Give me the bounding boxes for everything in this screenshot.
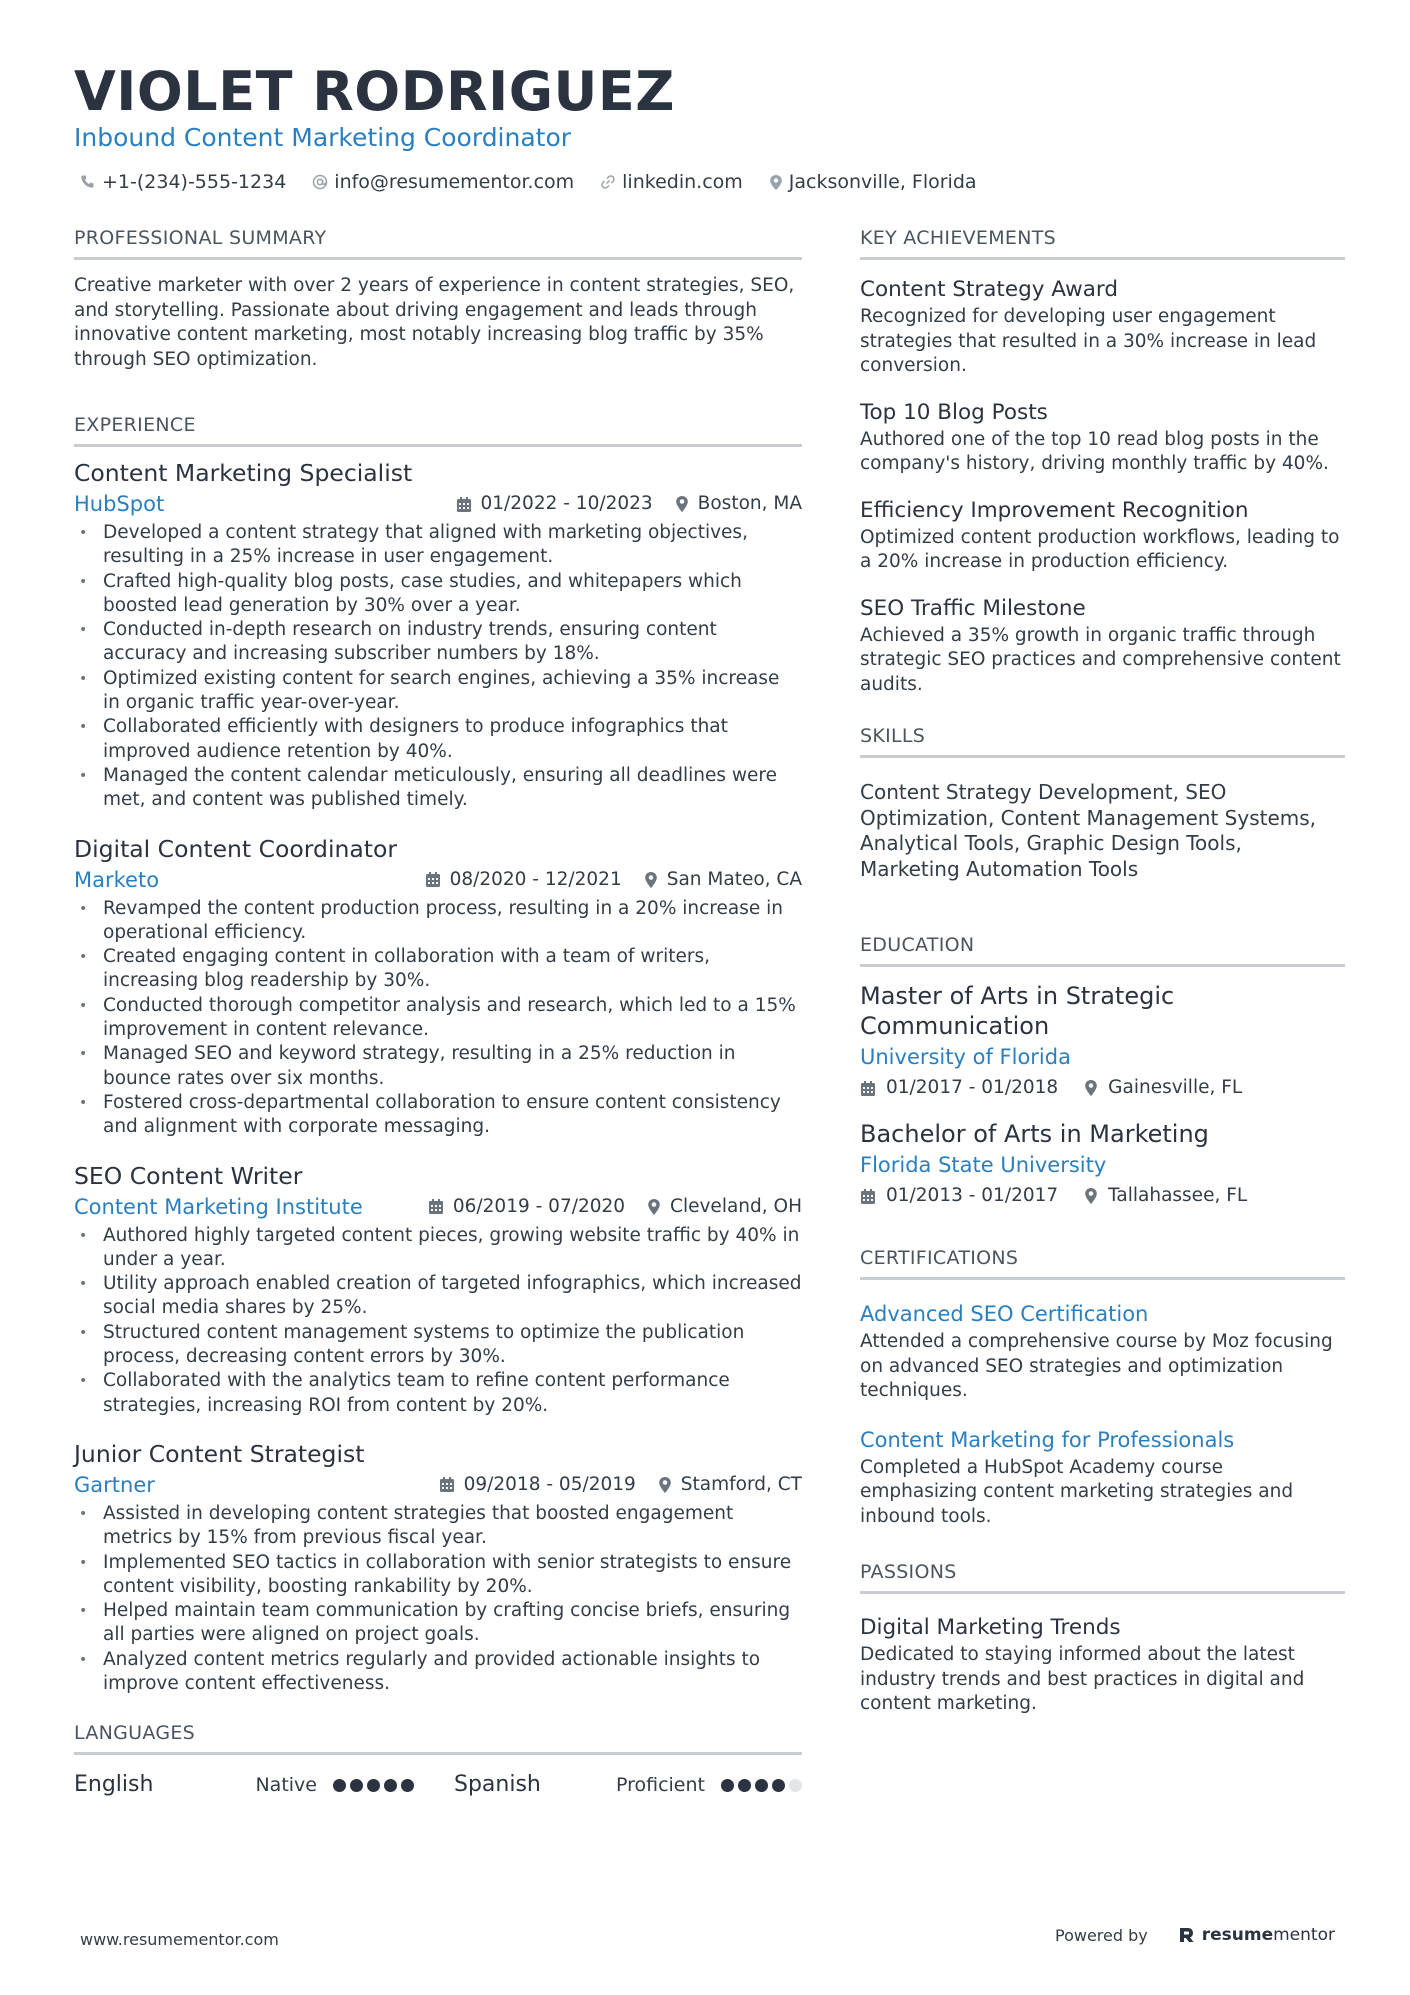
- summary-section: [74, 225, 802, 372]
- phone-text: +1-(234)-555-1234: [102, 171, 287, 193]
- achievements-heading: KEY ACHIEVEMENTS: [860, 225, 1345, 260]
- achievement-list: [860, 274, 1345, 697]
- job-meta: [74, 1192, 802, 1222]
- certification-list: [860, 1298, 1345, 1529]
- job-bullet: • Fostered cross-departmental collaboration to ensure content consistency and alignment with corporate messaging.: [74, 1091, 802, 1140]
- job-location-text: San Mateo, CA: [666, 868, 802, 890]
- certification-title: Content Marketing for Professionals: [860, 1427, 1235, 1452]
- language-name: English: [74, 1772, 154, 1798]
- map-pin-icon: [647, 1198, 661, 1216]
- job-location: [644, 865, 802, 895]
- job-title: Content Marketing Specialist: [74, 459, 413, 487]
- job-bullet: • Collaborated with the analytics team to refine content performance strategies, increasing ROI from content by 20%.: [74, 1369, 802, 1418]
- achievements-section: [860, 225, 1345, 697]
- skills-text: Content Strategy Development, SEO Optimization, Content Management Systems, Analytical Tools, Graphic Design Tools, Marketing Automation Tools: [860, 780, 1317, 881]
- certification-title: Advanced SEO Certification: [860, 1302, 1149, 1326]
- map-pin-icon: [1084, 1187, 1098, 1205]
- email-text: info@resumementor.com: [334, 171, 575, 193]
- calendar-icon: [456, 496, 472, 513]
- phone-icon: [80, 174, 96, 190]
- job-location-text: Cleveland, OH: [670, 1195, 802, 1217]
- rating-dot: [772, 1779, 785, 1792]
- brand-logo[interactable]: [1178, 1925, 1335, 1945]
- rating-dot: [367, 1779, 380, 1792]
- calendar-icon: [860, 1080, 876, 1097]
- job-title: Junior Content Strategist: [74, 1439, 365, 1468]
- job-dates: [456, 489, 653, 519]
- achievement-title: Content Strategy Award: [860, 277, 1118, 302]
- education-dates: [860, 1073, 1058, 1103]
- map-pin-icon: [658, 1476, 672, 1494]
- education-dates: [860, 1181, 1058, 1211]
- passions-section: [860, 1559, 1345, 1717]
- job-location: [675, 489, 802, 519]
- education-item: [860, 1119, 1345, 1211]
- education-item: [860, 981, 1345, 1103]
- job-dates-text: 01/2022 - 10/2023: [480, 493, 653, 514]
- candidate-role: Inbound Content Marketing Coordinator: [74, 123, 572, 152]
- job-bullet: • Structured content management systems to optimize the publication process, decreasing content errors by 30%.: [74, 1321, 802, 1370]
- passion-list: [860, 1612, 1345, 1717]
- job-entry: [74, 1160, 802, 1418]
- job-location-text: Stamford, CT: [680, 1473, 802, 1495]
- job-dates: [439, 1470, 636, 1500]
- job-bullet: • Conducted in-depth research on industry trends, ensuring content accuracy and increasing subscriber numbers by 18%.: [74, 618, 802, 667]
- education-list: [860, 981, 1345, 1211]
- job-entry: [74, 1438, 802, 1696]
- certification-desc: Completed a HubSpot Academy course emphasizing content marketing strategies and inbound tools.: [860, 1456, 1294, 1527]
- job-bullet: • Optimized existing content for search engines, achieving a 35% increase in organic traffic year-over-year.: [74, 667, 802, 716]
- contact-location: [769, 168, 977, 196]
- location-text: Jacksonville, Florida: [788, 171, 977, 193]
- certifications-heading: CERTIFICATIONS: [860, 1245, 1345, 1280]
- job-dates-text: 06/2019 - 07/2020: [452, 1195, 626, 1217]
- rating-dot: [350, 1779, 363, 1792]
- education-location: [1084, 1073, 1242, 1103]
- certifications-section: [860, 1245, 1345, 1529]
- rating-dot: [384, 1779, 397, 1792]
- job-bullets: [74, 897, 802, 1140]
- achievement-desc: Authored one of the top 10 read blog posts in the company's history, driving monthly traffic by 40%.: [860, 428, 1329, 474]
- skills-section: [860, 723, 1345, 882]
- at-icon: [312, 174, 328, 190]
- achievement-title: Top 10 Blog Posts: [860, 399, 1048, 425]
- job-bullets: [74, 1224, 802, 1418]
- certification-desc: Attended a comprehensive course by Moz focusing on advanced SEO strategies and optimization techniques.: [860, 1331, 1333, 1401]
- education-dates-text: 01/2013 - 01/2017: [886, 1185, 1059, 1206]
- education-degree: Bachelor of Arts in Marketing: [860, 1120, 1209, 1148]
- achievement-desc: Optimized content production workflows, leading to a 20% increase in production efficiency.: [860, 526, 1340, 572]
- footer-powered: [1055, 1925, 1335, 1945]
- job-entry: [74, 457, 802, 813]
- certification-item: [860, 1424, 1345, 1530]
- job-meta-right: [406, 1192, 802, 1222]
- job-bullet: • Created engaging content in collaboration with a team of writers, increasing blog readership by 30%.: [74, 945, 802, 994]
- achievement-item: [860, 495, 1345, 575]
- education-school: Florida State University: [860, 1153, 1107, 1177]
- passion-desc: Dedicated to staying informed about the latest industry trends and best practices in digital and content marketing.: [860, 1644, 1305, 1714]
- achievement-desc: Achieved a 35% growth in organic traffic through strategic SEO practices and comprehensive content audits.: [860, 624, 1341, 695]
- job-bullet: • Implemented SEO tactics in collaboration with senior strategists to ensure content visibility, boosting rankability by 20%.: [74, 1551, 802, 1600]
- achievement-item: [860, 593, 1345, 698]
- job-bullet: • Managed the content calendar meticulously, ensuring all deadlines were met, and content was published timely.: [74, 764, 802, 813]
- job-meta: [74, 865, 802, 895]
- languages-section: [74, 1720, 802, 1801]
- experience-section: [74, 412, 802, 1696]
- job-bullet: • Managed SEO and keyword strategy, resulting in a 25% reduction in bounce rates over six months.: [74, 1042, 802, 1091]
- powered-by-text: Powered by: [1055, 1925, 1148, 1945]
- summary-text: Creative marketer with over 2 years of experience in content strategies, SEO, and storytelling. Passionate about driving engagement and leads through innovative content marketing, most notably increasing blog traffic by 35% through SEO optimization.: [74, 275, 795, 370]
- language-name: Spanish: [454, 1772, 541, 1798]
- achievement-title: SEO Traffic Milestone: [860, 595, 1086, 621]
- job-dates: [428, 1192, 625, 1222]
- job-company: HubSpot: [74, 492, 165, 516]
- left-column: [74, 225, 802, 1801]
- brand-rest: mentor: [1273, 1925, 1335, 1945]
- achievement-title: Efficiency Improvement Recognition: [860, 497, 1249, 523]
- passions-heading: PASSIONS: [860, 1559, 1345, 1594]
- passion-item: [860, 1612, 1345, 1717]
- job-meta-right: [434, 489, 802, 519]
- job-title: SEO Content Writer: [74, 1161, 303, 1190]
- linkedin-text: linkedin.com: [622, 171, 743, 193]
- job-company: Content Marketing Institute: [74, 1194, 363, 1219]
- achievement-item: [860, 397, 1345, 477]
- contact-linkedin[interactable]: [600, 168, 743, 196]
- job-meta: [74, 1470, 802, 1500]
- education-degree: Master of Arts in Strategic Communication: [860, 982, 1175, 1040]
- job-bullet: • Crafted high-quality blog posts, case studies, and whitepapers which boosted lead generation by 30% over a year.: [74, 570, 802, 619]
- contact-row: [80, 168, 1003, 196]
- map-pin-icon: [644, 871, 658, 889]
- candidate-name: VIOLET RODRIGUEZ: [74, 60, 675, 123]
- language-list: [74, 1769, 802, 1801]
- education-school: University of Florida: [860, 1045, 1071, 1069]
- education-heading: EDUCATION: [860, 932, 1345, 967]
- passion-title: Digital Marketing Trends: [860, 1615, 1121, 1640]
- map-pin-icon: [769, 174, 783, 191]
- calendar-icon: [860, 1188, 876, 1205]
- job-bullets: [74, 521, 802, 813]
- job-company: Marketo: [74, 867, 160, 892]
- right-column: [860, 225, 1345, 1735]
- education-meta: [860, 1181, 1345, 1211]
- rating-dot: [401, 1779, 414, 1792]
- achievement-item: [860, 274, 1345, 379]
- education-dates-text: 01/2017 - 01/2018: [886, 1077, 1059, 1098]
- job-meta-right: [403, 865, 802, 895]
- languages-heading: LANGUAGES: [74, 1720, 802, 1755]
- job-location-text: Boston, MA: [697, 493, 802, 514]
- language-rating: [717, 1779, 802, 1792]
- education-location-text: Tallahassee, FL: [1108, 1185, 1248, 1206]
- brand-bold: resume: [1201, 1925, 1274, 1945]
- job-dates-text: 09/2018 - 05/2019: [463, 1473, 636, 1495]
- calendar-icon: [425, 871, 441, 888]
- certification-item: [860, 1298, 1345, 1404]
- job-dates-text: 08/2020 - 12/2021: [449, 868, 622, 890]
- job-meta: [74, 489, 802, 519]
- job-bullets: [74, 1502, 802, 1696]
- map-pin-icon: [675, 495, 689, 513]
- job-location: [658, 1470, 802, 1500]
- rating-dot: [738, 1779, 751, 1792]
- summary-heading: PROFESSIONAL SUMMARY: [74, 225, 802, 260]
- job-bullet: • Utility approach enabled creation of targeted infographics, which increased social media shares by 25%.: [74, 1272, 802, 1321]
- language-item: [454, 1769, 802, 1801]
- language-rating: [329, 1779, 414, 1792]
- contact-phone[interactable]: [80, 168, 286, 196]
- job-meta-right: [417, 1470, 802, 1500]
- rating-dot: [721, 1779, 734, 1792]
- calendar-icon: [439, 1476, 455, 1493]
- brand-mark-icon: [1178, 1926, 1196, 1944]
- job-title: Digital Content Coordinator: [74, 834, 398, 863]
- job-list: [74, 457, 802, 1696]
- footer-website[interactable]: www.resumementor.com: [80, 1930, 279, 1949]
- rating-dot: [755, 1779, 768, 1792]
- rating-dot: [333, 1779, 346, 1792]
- language-level: Native: [255, 1774, 317, 1797]
- job-bullet: • Revamped the content production process, resulting in a 20% increase in operational efficiency.: [74, 897, 802, 946]
- contact-email[interactable]: [312, 168, 574, 196]
- job-location: [647, 1192, 802, 1222]
- link-icon: [600, 174, 616, 190]
- job-bullet: • Analyzed content metrics regularly and provided actionable insights to improve content effectiveness.: [74, 1648, 802, 1697]
- job-bullet: • Collaborated efficiently with designers to produce infographics that improved audience retention by 40%.: [74, 715, 802, 764]
- job-dates: [425, 865, 622, 895]
- education-location: [1084, 1181, 1247, 1211]
- job-bullet: • Conducted thorough competitor analysis and research, which led to a 15% improvement in content relevance.: [74, 994, 802, 1043]
- job-bullet: • Helped maintain team communication by crafting concise briefs, ensuring all parties were aligned on project goals.: [74, 1599, 802, 1648]
- map-pin-icon: [1084, 1079, 1098, 1097]
- education-section: [860, 932, 1345, 1211]
- education-meta: [860, 1073, 1345, 1103]
- achievement-desc: Recognized for developing user engagement strategies that resulted in a 30% increase in lead conversion.: [860, 306, 1317, 376]
- language-item: [74, 1769, 414, 1801]
- job-bullet: • Assisted in developing content strategies that boosted engagement metrics by 15% from previous fiscal year.: [74, 1502, 802, 1551]
- skills-heading: SKILLS: [860, 723, 1345, 758]
- experience-heading: EXPERIENCE: [74, 412, 802, 447]
- rating-dot: [789, 1779, 802, 1792]
- calendar-icon: [428, 1198, 444, 1215]
- education-location-text: Gainesville, FL: [1108, 1077, 1243, 1098]
- job-company: Gartner: [74, 1472, 155, 1497]
- job-entry: [74, 833, 802, 1140]
- job-bullet: • Authored highly targeted content pieces, growing website traffic by 40% in under a year.: [74, 1224, 802, 1273]
- language-level: Proficient: [615, 1774, 705, 1797]
- job-bullet: • Developed a content strategy that aligned with marketing objectives, resulting in a 25% increase in user engagement.: [74, 521, 802, 570]
